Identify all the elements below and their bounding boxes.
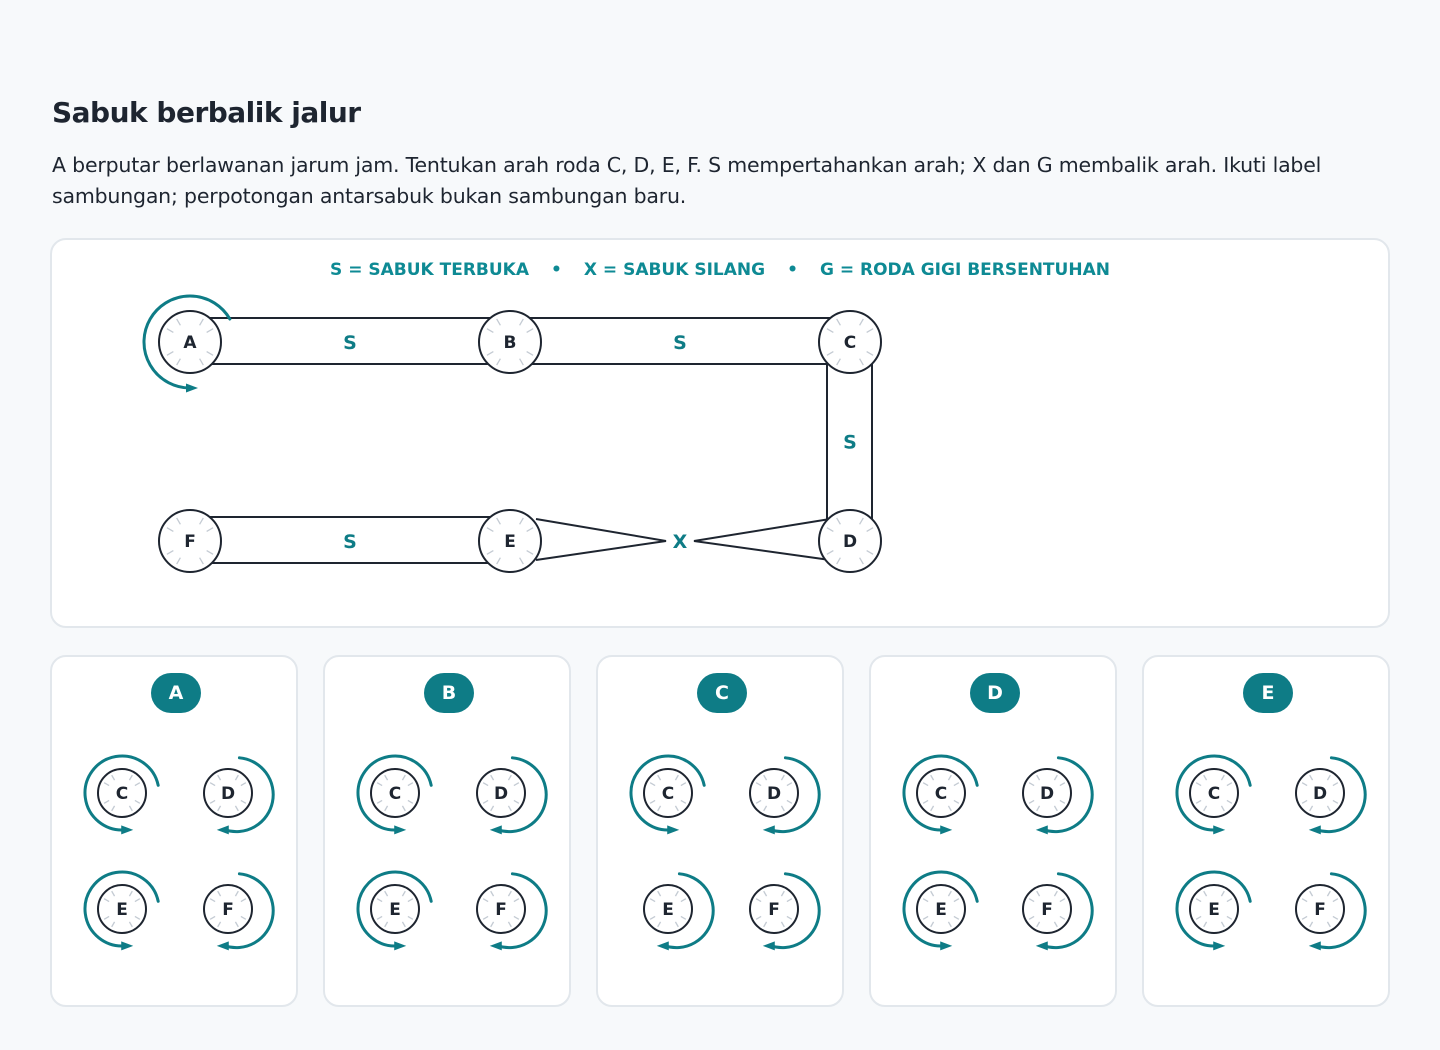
option-wheel-c <box>1190 769 1238 817</box>
option-wheel-f <box>204 885 252 933</box>
option-card-a[interactable] <box>50 655 298 1007</box>
option-wheel-d <box>204 769 252 817</box>
wheel-label: A <box>183 333 197 353</box>
option-wheel-f <box>1296 885 1344 933</box>
rotation-arrowhead <box>763 941 775 950</box>
legend-gear-contact: G = RODA GIGI BERSENTUHAN <box>819 260 1110 280</box>
option-wheel-d <box>477 769 525 817</box>
rotation-arrowhead <box>1309 941 1321 950</box>
diagram-panel <box>50 238 1390 628</box>
rotation-arrowhead <box>394 941 406 950</box>
legend-open-belt: S = SABUK TERBUKA <box>330 260 530 280</box>
option-card-e[interactable] <box>1142 655 1390 1007</box>
rotation-arrowhead <box>1036 941 1048 950</box>
crossed-belt-edge <box>694 519 830 560</box>
rotation-arrowhead <box>394 825 406 834</box>
wheel-label: D <box>220 784 236 804</box>
wheel-label: C <box>843 333 857 353</box>
legend-separator: • <box>787 260 798 280</box>
wheel-label: F <box>1314 900 1326 920</box>
option-wheels <box>52 657 296 1005</box>
option-wheels <box>1144 657 1388 1005</box>
rotation-arrowhead <box>121 941 133 950</box>
rotation-arrowhead <box>763 825 775 834</box>
option-badge: A <box>151 673 201 713</box>
rotation-arrowhead <box>1036 825 1048 834</box>
wheel-a <box>159 311 221 373</box>
option-wheel-d <box>750 769 798 817</box>
wheel-label: E <box>1208 900 1220 920</box>
wheel-label: D <box>1039 784 1055 804</box>
rotation-arrowhead <box>1309 825 1321 834</box>
wheel-label: C <box>934 784 948 804</box>
option-wheel-e <box>371 885 419 933</box>
option-wheels <box>871 657 1115 1005</box>
option-wheels <box>598 657 842 1005</box>
option-wheel-f <box>477 885 525 933</box>
wheel-label: C <box>1207 784 1221 804</box>
option-card-c[interactable] <box>596 655 844 1007</box>
wheel-label: E <box>504 532 516 552</box>
rotation-arrowhead <box>121 825 133 834</box>
rotation-arrowhead <box>217 825 229 834</box>
connection-label: S <box>673 332 687 354</box>
rotation-arrowhead <box>490 941 502 950</box>
wheel-label: D <box>842 532 858 552</box>
rotation-arrowhead <box>940 825 952 834</box>
rotation-arrowhead <box>940 941 952 950</box>
wheel-b <box>479 311 541 373</box>
wheel-label: D <box>1312 784 1328 804</box>
wheel-f <box>159 510 221 572</box>
option-card-d[interactable] <box>869 655 1117 1007</box>
rotation-arrowhead <box>1213 825 1225 834</box>
connection-label: S <box>843 431 857 454</box>
connection-label: X <box>672 531 688 553</box>
option-wheels <box>325 657 569 1005</box>
wheel-label: F <box>1041 900 1053 920</box>
wheel-e <box>479 510 541 572</box>
wheel-label: E <box>389 900 401 920</box>
option-wheel-e <box>917 885 965 933</box>
option-badge: D <box>970 673 1020 713</box>
option-wheel-c <box>917 769 965 817</box>
option-wheel-f <box>750 885 798 933</box>
connection-label: S <box>343 531 357 553</box>
option-wheel-e <box>1190 885 1238 933</box>
rotation-arrowhead <box>657 941 669 950</box>
legend-separator: • <box>551 260 562 280</box>
instructions-text: A berputar berlawanan jarum jam. Tentukan arah roda C, D, E, F. S mempertahankan arah; X dan G membalik arah. Ikuti label sambungan; perpotongan antarsabuk bukan sambungan baru. <box>52 153 1322 208</box>
wheel-label: D <box>493 784 509 804</box>
wheel-label: F <box>222 900 234 920</box>
option-wheel-e <box>98 885 146 933</box>
rotation-arrowhead <box>186 384 198 393</box>
connection-label: S <box>343 332 357 354</box>
option-badge: C <box>697 673 747 713</box>
option-wheel-e <box>644 885 692 933</box>
crossed-belt-edge <box>536 519 666 560</box>
rotation-arrowhead <box>490 825 502 834</box>
rotation-arrowhead <box>667 825 679 834</box>
wheel-label: F <box>768 900 780 920</box>
wheel-label: F <box>495 900 507 920</box>
wheel-c <box>819 311 881 373</box>
wheel-label: C <box>661 784 675 804</box>
belt-diagram <box>52 240 1388 626</box>
option-wheel-c <box>644 769 692 817</box>
wheel-label: C <box>115 784 129 804</box>
page-title: Sabuk berbalik jalur <box>52 96 361 129</box>
option-wheel-c <box>371 769 419 817</box>
wheel-label: E <box>662 900 674 920</box>
option-wheel-f <box>1023 885 1071 933</box>
wheel-label: F <box>184 532 196 552</box>
wheel-d <box>819 510 881 572</box>
option-badge: B <box>424 673 474 713</box>
wheel-label: D <box>766 784 782 804</box>
option-wheel-c <box>98 769 146 817</box>
option-badge: E <box>1243 673 1293 713</box>
option-wheel-d <box>1023 769 1071 817</box>
wheel-label: E <box>935 900 947 920</box>
option-wheel-d <box>1296 769 1344 817</box>
option-card-b[interactable] <box>323 655 571 1007</box>
wheel-label: B <box>503 333 517 353</box>
rotation-arrowhead <box>1213 941 1225 950</box>
legend-crossed-belt: X = SABUK SILANG <box>583 260 766 280</box>
wheel-label: C <box>388 784 402 804</box>
wheel-label: E <box>116 900 128 920</box>
rotation-arrowhead <box>217 941 229 950</box>
